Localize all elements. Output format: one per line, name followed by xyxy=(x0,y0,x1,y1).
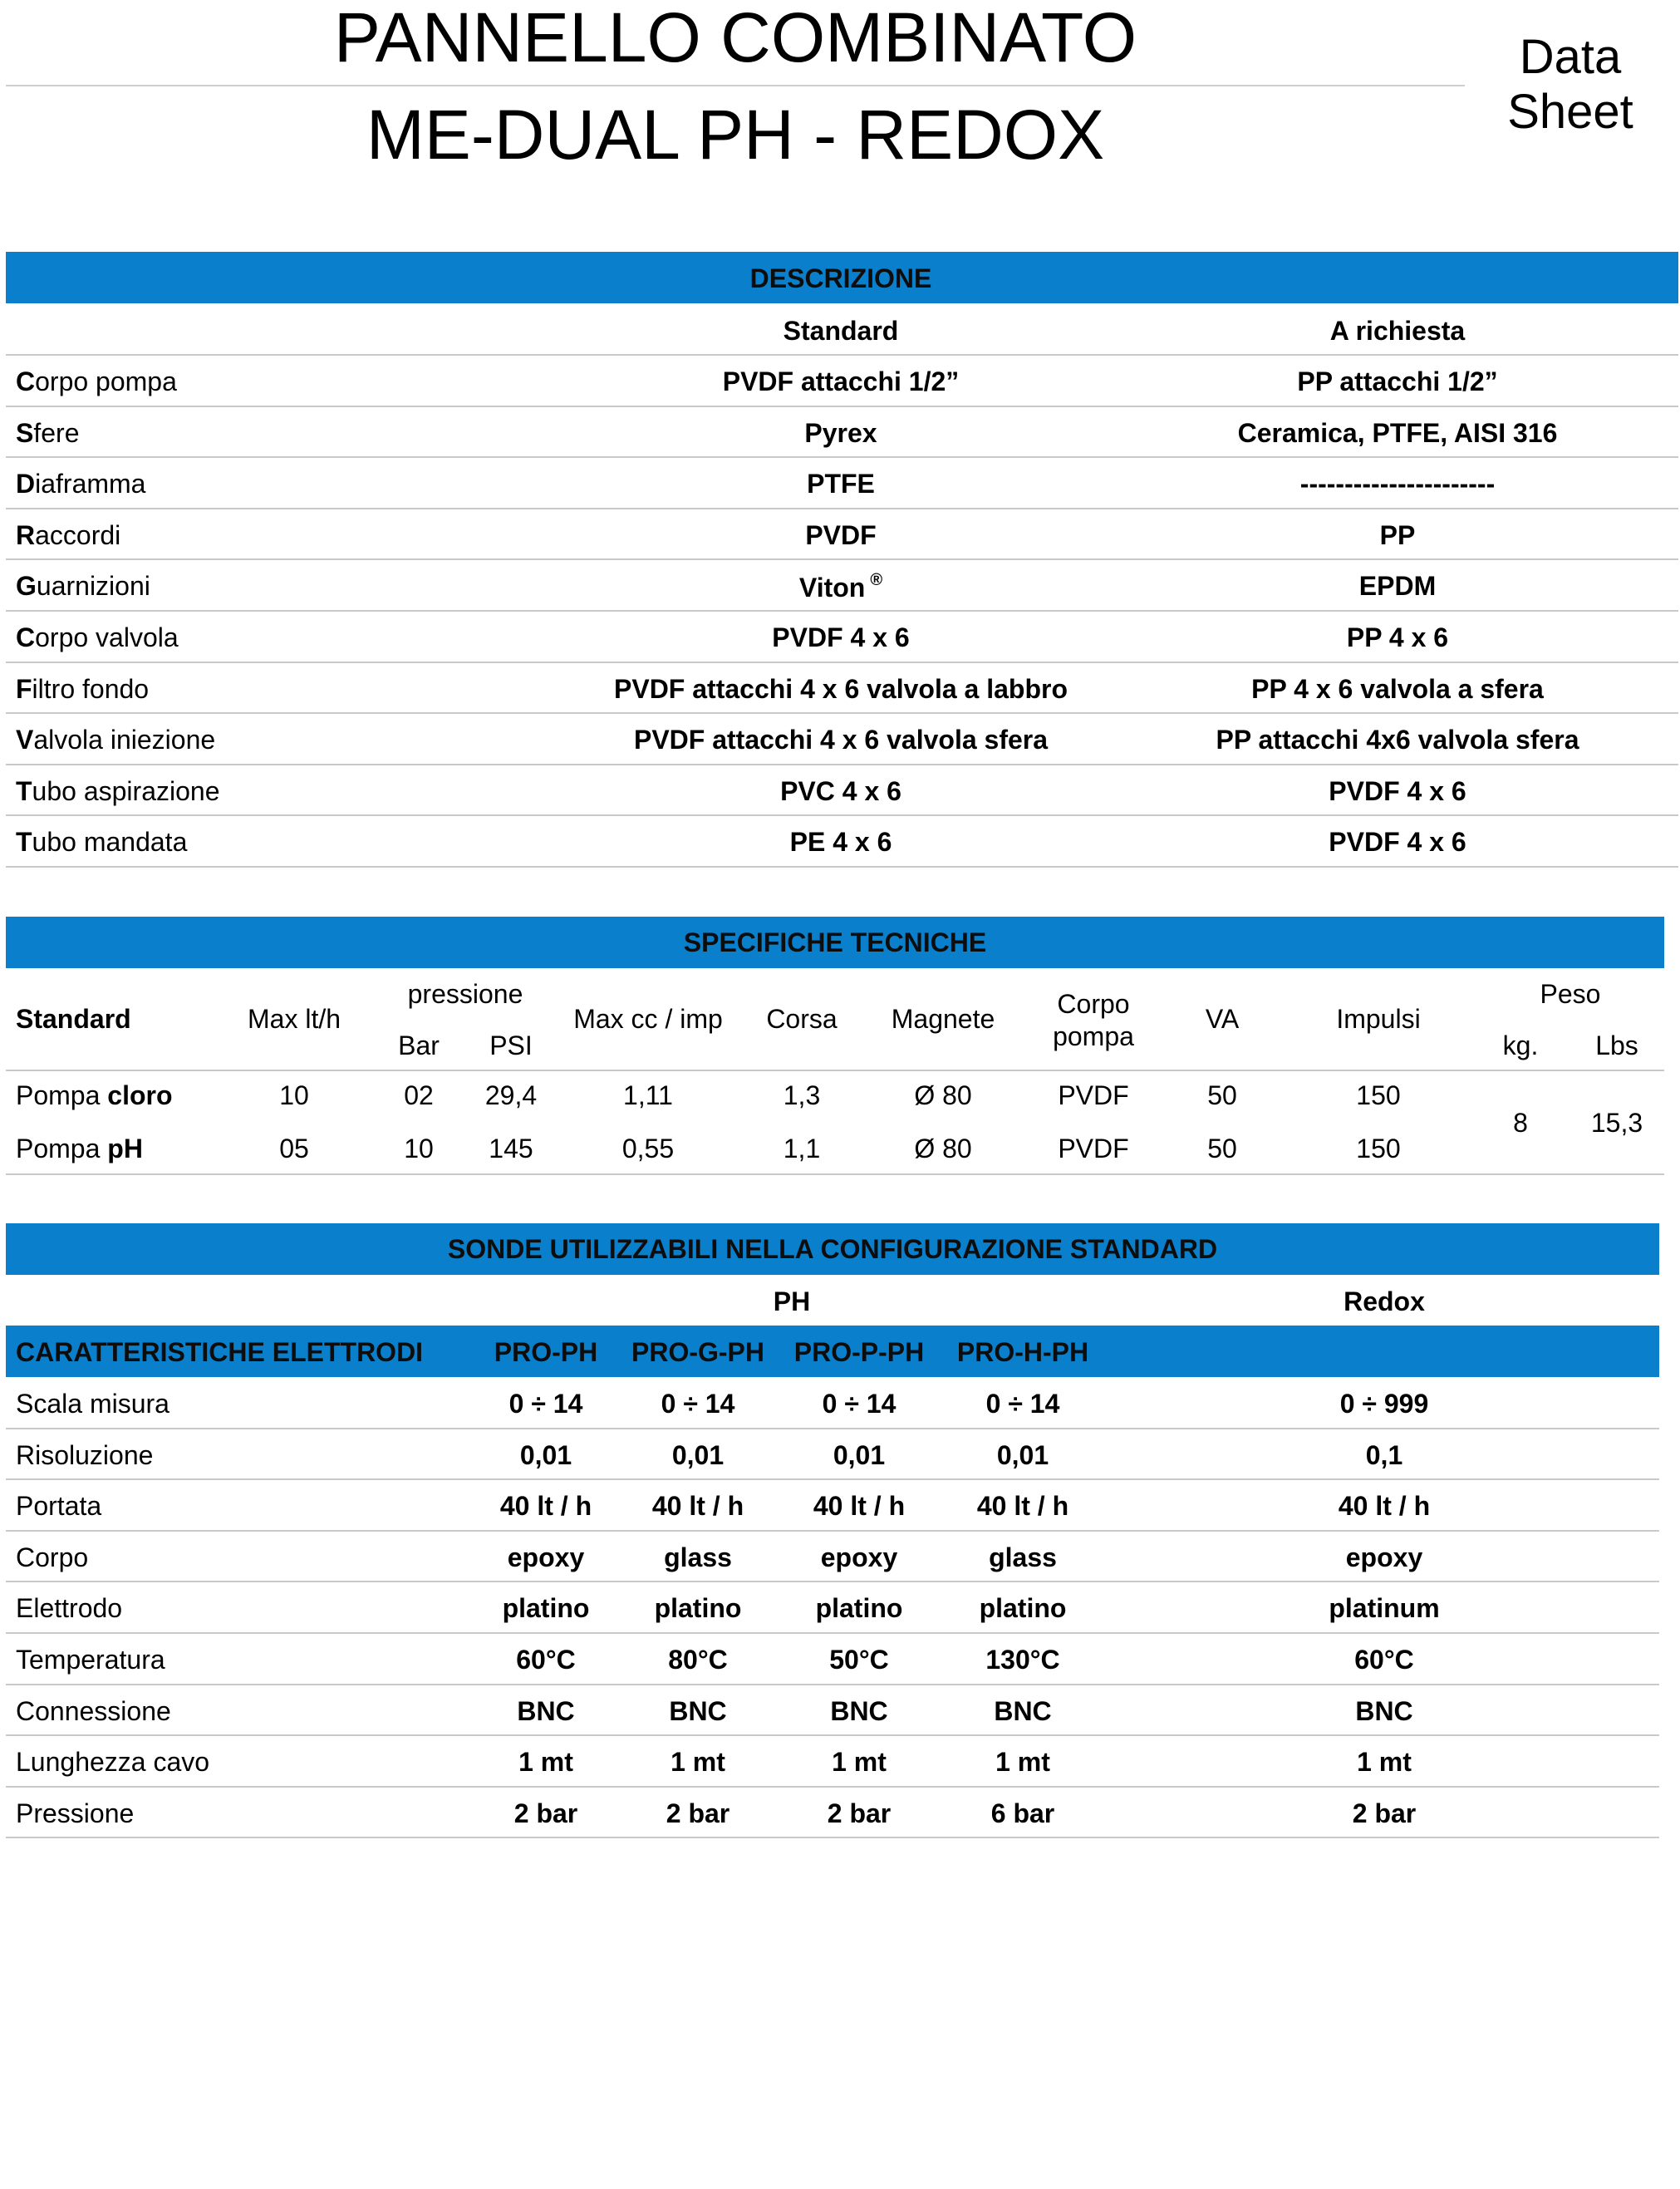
document-title-line2: ME-DUAL PH - REDOX xyxy=(366,96,1105,174)
spec-cell-bar: 10 xyxy=(404,1134,434,1163)
sonde-row-value: platino xyxy=(654,1593,742,1624)
sonde-row-value: BNC xyxy=(669,1695,727,1726)
descrizione-row-rule xyxy=(6,662,1678,663)
sonde-row-value: glass xyxy=(664,1542,732,1572)
sonde-row-redox: 1 mt xyxy=(1357,1747,1412,1778)
descrizione-row-label xyxy=(16,622,179,653)
spec-header-corsa: Corsa xyxy=(766,1004,838,1034)
descrizione-row-rule xyxy=(6,764,1678,765)
descrizione-header-rule xyxy=(6,354,1678,356)
descrizione-row-standard xyxy=(799,571,882,603)
descrizione-row-rule xyxy=(6,866,1678,868)
sonde-row-label: Elettrodo xyxy=(16,1593,123,1624)
spec-cell-corsa: 1,3 xyxy=(783,1080,821,1110)
sonde-row-value: 40 lt / h xyxy=(813,1491,906,1522)
spec-cell-max-cc: 1,11 xyxy=(623,1080,673,1110)
sonde-group-ph: PH xyxy=(773,1286,811,1316)
sonde-row-value: 0 ÷ 14 xyxy=(822,1389,896,1419)
descrizione-row-rule xyxy=(6,610,1678,612)
sonde-row-value: platino xyxy=(502,1593,590,1624)
descrizione-row-label-initial: R xyxy=(16,519,36,550)
sonde-row-redox: BNC xyxy=(1355,1695,1413,1726)
sonde-row-value: 1 mt xyxy=(832,1747,887,1778)
descrizione-row-standard xyxy=(723,366,960,397)
sonde-title: SONDE UTILIZZABILI NELLA CONFIGURAZIONE STANDARD xyxy=(447,1234,1218,1264)
descrizione-standard-value: PE 4 x 6 xyxy=(789,827,892,858)
spec-header-kg: kg. xyxy=(1502,1031,1539,1060)
sonde-row-value: 80°C xyxy=(668,1645,728,1675)
sonde-model-header: PRO-G-PH xyxy=(631,1337,764,1367)
descrizione-row-label xyxy=(16,725,215,755)
spec-header-standard: Standard xyxy=(16,1004,131,1034)
descrizione-row-label-rest: ubo mandata xyxy=(32,827,188,858)
descrizione-title: DESCRIZIONE xyxy=(749,263,932,293)
sonde-row-value: 50°C xyxy=(829,1645,889,1675)
sonde-group-redox: Redox xyxy=(1344,1286,1425,1316)
descrizione-standard-value: PVDF attacchi 4 x 6 valvola sfera xyxy=(633,725,1049,755)
caratteristiche-title: CARATTERISTICHE ELETTRODI xyxy=(16,1337,424,1367)
sonde-row-value: BNC xyxy=(517,1695,575,1726)
spec-cell-impulsi: 150 xyxy=(1356,1080,1401,1110)
sonde-row-value: 0 ÷ 14 xyxy=(661,1389,735,1419)
sonde-row-label: Temperatura xyxy=(16,1645,165,1675)
spec-header-va: VA xyxy=(1205,1004,1240,1034)
descrizione-row-label xyxy=(16,674,149,705)
descrizione-row-label xyxy=(16,776,219,807)
descrizione-standard-value: PVC 4 x 6 xyxy=(780,775,901,806)
descrizione-row-label-initial: S xyxy=(16,417,34,448)
spec-cell-max-lth: 10 xyxy=(279,1080,309,1110)
sonde-model-header: PRO-H-PH xyxy=(956,1337,1089,1367)
sonde-row-rule xyxy=(6,1428,1659,1429)
sonde-row-value: 2 bar xyxy=(513,1798,578,1828)
sonde-row-redox: epoxy xyxy=(1345,1542,1423,1572)
spec-header-pressione: pressione xyxy=(407,979,523,1009)
descrizione-row-standard xyxy=(804,418,877,449)
descrizione-row-label-initial: T xyxy=(16,827,32,858)
sonde-row-label: Portata xyxy=(16,1491,102,1522)
sonde-row-label: Scala misura xyxy=(16,1389,169,1419)
spec-header-max-cc: Max cc / imp xyxy=(573,1004,723,1034)
spec-row-name-bold: pH xyxy=(107,1134,143,1163)
spec-cell-magnete: Ø 80 xyxy=(914,1134,972,1163)
descrizione-row-richiesta: PP 4 x 6 xyxy=(1346,622,1449,652)
descrizione-row-standard xyxy=(614,674,1068,705)
sonde-row-label: Connessione xyxy=(16,1695,171,1726)
spec-cell-corpo: PVDF xyxy=(1058,1134,1129,1163)
title-divider xyxy=(6,85,1465,86)
sonde-row-redox: 40 lt / h xyxy=(1338,1491,1431,1522)
descrizione-standard-value: Viton xyxy=(798,573,866,603)
descrizione-row-label-initial: D xyxy=(16,469,36,499)
descrizione-standard-value: PVDF attacchi 4 x 6 valvola a labbro xyxy=(614,673,1068,704)
descrizione-row-richiesta: PP 4 x 6 valvola a sfera xyxy=(1251,673,1544,704)
sonde-row-rule xyxy=(6,1478,1659,1480)
descrizione-row-label xyxy=(16,827,187,858)
sonde-row-value: glass xyxy=(989,1542,1057,1572)
spec-bottom-rule xyxy=(6,1173,1664,1175)
descrizione-row-label-rest: ubo aspirazione xyxy=(32,775,220,806)
sonde-model-header: PRO-PH xyxy=(494,1337,598,1367)
descrizione-row-label-rest: iaframma xyxy=(35,469,146,499)
sonde-row-value: 1 mt xyxy=(995,1747,1050,1778)
descrizione-row-rule xyxy=(6,508,1678,509)
descrizione-row-label-initial: F xyxy=(16,673,32,704)
descrizione-row-label-initial: T xyxy=(16,775,32,806)
spec-header-psi: PSI xyxy=(489,1031,533,1060)
spec-cell-impulsi: 150 xyxy=(1356,1134,1401,1163)
descrizione-col-standard: Standard xyxy=(783,316,899,346)
spec-header-bar: Bar xyxy=(398,1031,440,1060)
descrizione-standard-value: PVDF attacchi 1/2” xyxy=(722,366,960,396)
sonde-model-header: PRO-P-PH xyxy=(793,1337,925,1367)
sonde-row-redox: 60°C xyxy=(1354,1645,1414,1675)
descrizione-standard-value: PTFE xyxy=(807,469,875,499)
descrizione-row-label xyxy=(16,520,120,551)
spec-header-impulsi: Impulsi xyxy=(1336,1004,1421,1034)
spec-header-peso: Peso xyxy=(1540,979,1601,1009)
spec-header-magnete: Magnete xyxy=(891,1004,995,1034)
descrizione-row-richiesta: EPDM xyxy=(1358,571,1437,602)
spec-row-name xyxy=(16,1080,173,1111)
spec-header-corpo-line2: pompa xyxy=(1053,1021,1134,1051)
sonde-row-value: platino xyxy=(979,1593,1067,1624)
descrizione-row-label xyxy=(16,366,177,397)
descrizione-row-label-rest: uarnizioni xyxy=(36,571,150,602)
spec-cell-max-cc: 0,55 xyxy=(621,1134,675,1163)
spec-cell-bar: 02 xyxy=(404,1080,434,1110)
datasheet-label-line1: Data xyxy=(1519,30,1622,84)
descrizione-row-label-initial: G xyxy=(16,571,37,602)
descrizione-row-richiesta: PP attacchi 4x6 valvola sfera xyxy=(1216,725,1579,755)
spec-header-max-lth: Max lt/h xyxy=(247,1004,341,1034)
descrizione-row-label-rest: iltro fondo xyxy=(32,673,150,704)
spec-cell-max-lth: 05 xyxy=(279,1134,309,1163)
descrizione-standard-value: Pyrex xyxy=(804,417,877,448)
specifiche-title: SPECIFICHE TECNICHE xyxy=(683,927,987,957)
descrizione-row-label-rest: accordi xyxy=(35,519,121,550)
sonde-row-redox: 0,1 xyxy=(1365,1439,1403,1470)
sonde-row-value: 40 lt / h xyxy=(499,1491,592,1522)
descrizione-standard-value: PVDF xyxy=(805,519,877,550)
sonde-row-value: 40 lt / h xyxy=(651,1491,744,1522)
datasheet-label-line2: Sheet xyxy=(1507,84,1633,139)
spec-row-name xyxy=(16,1134,143,1164)
descrizione-row-richiesta: PVDF 4 x 6 xyxy=(1329,775,1466,806)
descrizione-row-label-rest: fere xyxy=(33,417,80,448)
sonde-row-redox: 2 bar xyxy=(1352,1798,1417,1828)
spec-header-lbs: Lbs xyxy=(1595,1031,1638,1060)
descrizione-row-rule xyxy=(6,456,1678,458)
descrizione-standard-value: PVDF 4 x 6 xyxy=(772,622,910,652)
datasheet-label xyxy=(1479,30,1662,139)
sonde-row-value: BNC xyxy=(994,1695,1052,1726)
sonde-row-label: Corpo xyxy=(16,1542,89,1572)
descrizione-row-rule xyxy=(6,406,1678,407)
sonde-row-label: Pressione xyxy=(16,1798,135,1828)
sonde-row-value: 60°C xyxy=(516,1645,576,1675)
spec-header-corpo-line1: Corpo xyxy=(1057,989,1130,1019)
descrizione-row-standard xyxy=(634,725,1048,755)
descrizione-row-standard xyxy=(805,520,876,551)
sonde-row-rule xyxy=(6,1837,1659,1838)
descrizione-row-label-rest: alvola iniezione xyxy=(33,725,216,755)
descrizione-row-richiesta: PP xyxy=(1379,519,1416,550)
sonde-row-rule xyxy=(6,1684,1659,1685)
sonde-row-value: 0,01 xyxy=(519,1439,572,1470)
document-title-line1: PANNELLO COMBINATO xyxy=(333,0,1137,76)
spec-header-rule xyxy=(6,1070,1664,1071)
descrizione-row-label-rest: orpo valvola xyxy=(35,622,179,652)
sonde-row-value: 1 mt xyxy=(518,1747,573,1778)
sonde-row-value: 0,01 xyxy=(671,1439,725,1470)
sonde-row-redox: platinum xyxy=(1329,1593,1440,1624)
descrizione-row-richiesta: PVDF 4 x 6 xyxy=(1329,827,1466,858)
spec-cell-magnete: Ø 80 xyxy=(914,1080,972,1110)
spec-cell-va: 50 xyxy=(1207,1080,1237,1110)
sonde-row-redox: 0 ÷ 999 xyxy=(1339,1389,1429,1419)
sonde-row-value: 2 bar xyxy=(827,1798,892,1828)
descrizione-row-label xyxy=(16,469,145,499)
sonde-row-value: 0,01 xyxy=(996,1439,1049,1470)
descrizione-row-standard xyxy=(772,622,909,653)
sonde-row-value: 2 bar xyxy=(666,1798,730,1828)
spec-cell-psi: 145 xyxy=(489,1134,533,1163)
sonde-row-value: epoxy xyxy=(507,1542,585,1572)
descrizione-col-richiesta: A richiesta xyxy=(1329,316,1466,346)
sonde-row-value: 130°C xyxy=(985,1645,1060,1675)
descrizione-row-label-initial: C xyxy=(16,622,36,652)
spec-peso-kg: 8 xyxy=(1513,1108,1528,1138)
spec-row-name-bold: cloro xyxy=(107,1080,173,1110)
sonde-row-label: Risoluzione xyxy=(16,1439,154,1470)
sonde-row-value: 40 lt / h xyxy=(976,1491,1069,1522)
sonde-row-value: 1 mt xyxy=(671,1747,725,1778)
descrizione-row-label xyxy=(16,571,150,602)
spec-cell-va: 50 xyxy=(1207,1134,1237,1163)
descrizione-row-rule xyxy=(6,814,1678,816)
descrizione-row-standard xyxy=(780,776,901,807)
descrizione-row-standard xyxy=(790,827,892,858)
sonde-row-value: 0,01 xyxy=(833,1439,886,1470)
descrizione-row-richiesta: PP attacchi 1/2” xyxy=(1297,366,1498,396)
descrizione-row-label-rest: orpo pompa xyxy=(35,366,177,396)
descrizione-row-label xyxy=(16,418,79,449)
descrizione-row-label-initial: C xyxy=(16,366,36,396)
spec-cell-corpo: PVDF xyxy=(1058,1080,1129,1110)
sonde-row-label: Lunghezza cavo xyxy=(16,1747,210,1778)
sonde-row-rule xyxy=(6,1734,1659,1736)
descrizione-row-richiesta: Ceramica, PTFE, AISI 316 xyxy=(1237,417,1558,448)
sonde-row-value: epoxy xyxy=(820,1542,898,1572)
spec-peso-lbs: 15,3 xyxy=(1590,1108,1643,1138)
sonde-row-rule xyxy=(6,1530,1659,1532)
spec-cell-corsa: 1,1 xyxy=(783,1134,821,1163)
sonde-row-rule xyxy=(6,1581,1659,1582)
descrizione-row-standard xyxy=(807,469,875,499)
sonde-row-value: 6 bar xyxy=(990,1798,1055,1828)
registered-mark: ® xyxy=(870,571,883,590)
sonde-row-value: BNC xyxy=(830,1695,888,1726)
descrizione-row-rule xyxy=(6,558,1678,560)
sonde-row-value: platino xyxy=(815,1593,903,1624)
spec-cell-psi: 29,4 xyxy=(484,1080,538,1110)
spec-row-name-prefix: Pompa xyxy=(16,1080,108,1110)
descrizione-row-label-initial: V xyxy=(16,725,34,755)
sonde-row-value: 0 ÷ 14 xyxy=(985,1389,1060,1419)
sonde-row-rule xyxy=(6,1786,1659,1788)
sonde-row-value: 0 ÷ 14 xyxy=(508,1389,583,1419)
spec-row-name-prefix: Pompa xyxy=(16,1134,108,1163)
descrizione-row-richiesta: ---------------------- xyxy=(1299,469,1496,499)
sonde-row-rule xyxy=(6,1632,1659,1634)
descrizione-row-rule xyxy=(6,712,1678,714)
